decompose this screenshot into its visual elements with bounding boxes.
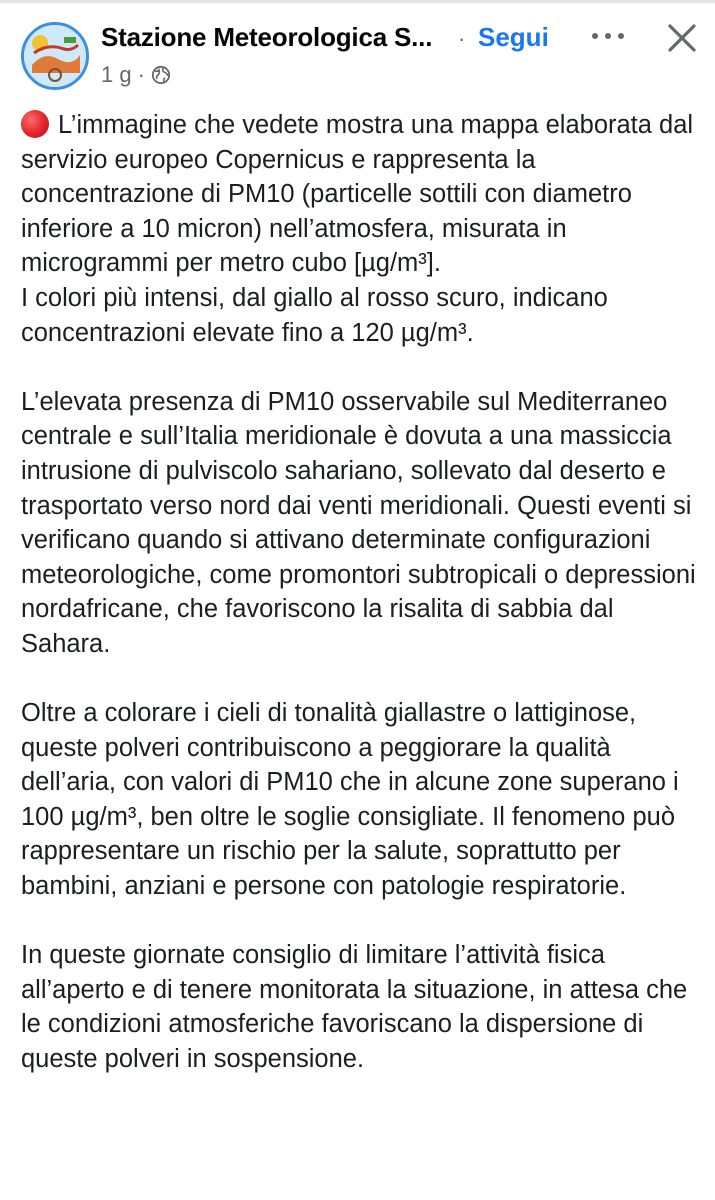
follow-button[interactable]: Segui: [478, 22, 549, 52]
page-avatar[interactable]: [21, 22, 89, 90]
post-header: [0, 0, 715, 100]
close-icon[interactable]: [662, 18, 702, 58]
page-name[interactable]: Stazione Meteorologica S...: [101, 22, 433, 52]
post-paragraph-2: L’elevata presenza di PM10 osservabile sul Mediterraneo centrale e sull’Italia meridionale è dovuta a una massiccia intrusione di pulviscolo sahariano, sollevato dal deserto e trasportato verso nord dai venti meridionali. Questi eventi si verificano quando si attivano determinate configurazioni meteorologiche, come promontori subtropicali o depressioni nordafricane, che favoriscono la risalita di sabbia dal Sahara.: [21, 387, 696, 658]
header-separator: ·: [458, 26, 466, 51]
post-body: [21, 108, 701, 1077]
paragraph-1-text: L’immagine che vedete mostra una mappa elaborata dal servizio europeo Copernicus e rappresenta la concentrazione di PM10 (particelle sottili con diametro inferiore a 10 micron) nell’atmosfera, misurata in microgrammi per metro cubo [µg/m³]. I colori più intensi, dal giallo al rosso scuro, indicano concentrazioni elevate fino a 120 µg/m³.: [21, 111, 694, 347]
more-options-icon[interactable]: [588, 18, 628, 54]
post-paragraph-3: Oltre a colorare i cieli di tonalità giallastre o lattiginose, queste polveri contribuiscono a peggiorare la qualità dell’aria, con valori di PM10 che in alcune zone superano i 100 µg/m³, ben oltre le soglie consigliate. Il fenomeno può rappresentare un rischio per la salute, soprattutto per bambini, anziani e persone con patologie respiratorie.: [21, 699, 679, 901]
meta-separator: ·: [137, 62, 145, 87]
avatar-logo-icon: [24, 25, 86, 87]
post-paragraph-4: In queste giornate consiglio di limitare l’attività fisica all’aperto e di tenere monitorata la situazione, in attesa che le condizioni atmosferiche favoriscano la dispersione di queste polveri in sospensione.: [21, 941, 688, 1074]
post-meta: [101, 62, 171, 88]
post-paragraph-1: [21, 108, 701, 350]
red-circle-icon: [21, 110, 49, 138]
globe-icon: [151, 65, 171, 85]
post-time[interactable]: 1 g: [101, 62, 132, 87]
